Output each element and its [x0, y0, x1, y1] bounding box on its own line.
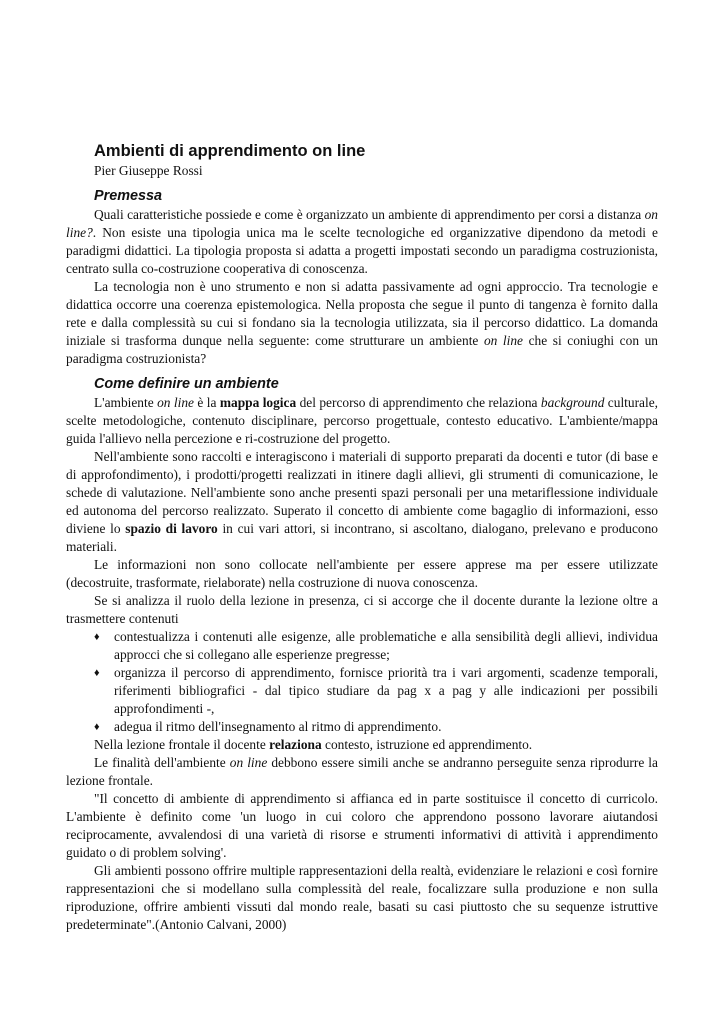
document-page: [66, 140, 658, 934]
diamond-bullet-icon: ♦: [94, 631, 100, 643]
document-author: Pier Giuseppe Rossi: [94, 163, 203, 178]
paragraph: L'ambiente on line è la mappa logica del percorso di apprendimento che relaziona background culturale, scelte metodologiche, contenuto disciplinare, percorso progettuale, contesto educativo. L'ambiente/mappa guida l'allievo nella percezione e ri-costruzione del progetto.: [66, 395, 658, 446]
list-item: ♦ organizza il percorso di apprendimento, fornisce priorità tra i vari argomenti, scadenze temporali, riferimenti bibliografici - dal tipico studiare da pag x a pag y alle indicazioni per possibili approfondimenti -,: [94, 665, 658, 716]
paragraph: Nell'ambiente sono raccolti e interagiscono i materiali di supporto preparati da docenti e tutor (di base e di approfondimento), i prodotti/progetti realizzati in itinere dagli allievi, gli strumenti di comunicazione, le schede di valutazione. Nell'ambiente sono anche presenti spazi personali per una metariflessione individuale ed autonoma del percorso realizzato. Superato il concetto di ambiente come bagaglio di informazioni, esso diviene lo spazio di lavoro in cui vari attori, si incontrano, si ascoltano, dialogano, prelevano e producono materiali.: [66, 449, 658, 554]
list-item: ♦ adegua il ritmo dell'insegnamento al ritmo di apprendimento.: [94, 719, 442, 734]
list-item: ♦ contestualizza i contenuti alle esigenze, alle problematiche e alla sensibilità degli allievi, individua approcci che si collegano alle esperienze pregresse;: [94, 629, 658, 662]
diamond-bullet-icon: ♦: [94, 721, 100, 733]
diamond-bullet-icon: ♦: [94, 667, 100, 679]
quote-paragraph: "Il concetto di ambiente di apprendimento si affianca ed in parte sostituisce il concetto di curricolo. L'ambiente è definito come 'un luogo in cui coloro che apprendono possono lavorare aiutandosi reciprocamente, avvalendosi di una varietà di risorse e strumenti informativi di attività i apprendimento guidato o di problem solving'.: [66, 791, 658, 860]
bullet-list: [66, 628, 658, 736]
paragraph: Se si analizza il ruolo della lezione in presenza, ci si accorge che il docente durante la lezione oltre a trasmettere contenuti: [66, 593, 658, 626]
quote-paragraph: Gli ambienti possono offrire multiple rappresentazioni della realtà, evidenziare le relazioni e così fornire rappresentazioni che si modellano sulla complessità del reale, focalizzare sulla produzione e non sulla riproduzione, offrire ambienti vissuti dal mondo reale, basati su casi piuttosto che su sequenze istruttive predeterminate".(Antonio Calvani, 2000): [66, 863, 658, 932]
section-heading-ambiente: Come definire un ambiente: [94, 376, 279, 392]
section-heading-premessa: Premessa: [94, 188, 163, 204]
paragraph: Quali caratteristiche possiede e come è organizzato un ambiente di apprendimento per corsi a distanza on line?. Non esiste una tipologia unica ma le scelte tecnologiche ed organizzative dipendono da metodi e paradigmi didattici. La tipologia proposta si adatta a progetti impostati secondo un paradigma costruzionista, centrato sulla co-costruzione cooperativa di conoscenza.: [66, 207, 658, 276]
paragraph: Le informazioni non sono collocate nell'ambiente per essere apprese ma per essere utilizzate (decostruite, trasformate, rielaborate) nella costruzione di nuova conoscenza.: [66, 557, 658, 590]
paragraph: Le finalità dell'ambiente on line debbono essere simili anche se andranno perseguite senza riprodurre la lezione frontale.: [66, 755, 658, 788]
paragraph: Nella lezione frontale il docente relaziona contesto, istruzione ed apprendimento.: [94, 737, 533, 752]
document-title: Ambienti di apprendimento on line: [94, 142, 366, 160]
paragraph: La tecnologia non è uno strumento e non si adatta passivamente ad ogni approccio. Tra tecnologie e didattica occorre una coerenza epistemologica. Nella proposta che segue il punto di tangenza è fornito dalla rete e dalla complessità su cui si fondano sia la tecnologia utilizzata, sia il percorso didattico. La domanda iniziale si trasforma dunque nella seguente: come strutturare un ambiente on line che si coniughi con un paradigma costruzionista?: [66, 279, 658, 366]
